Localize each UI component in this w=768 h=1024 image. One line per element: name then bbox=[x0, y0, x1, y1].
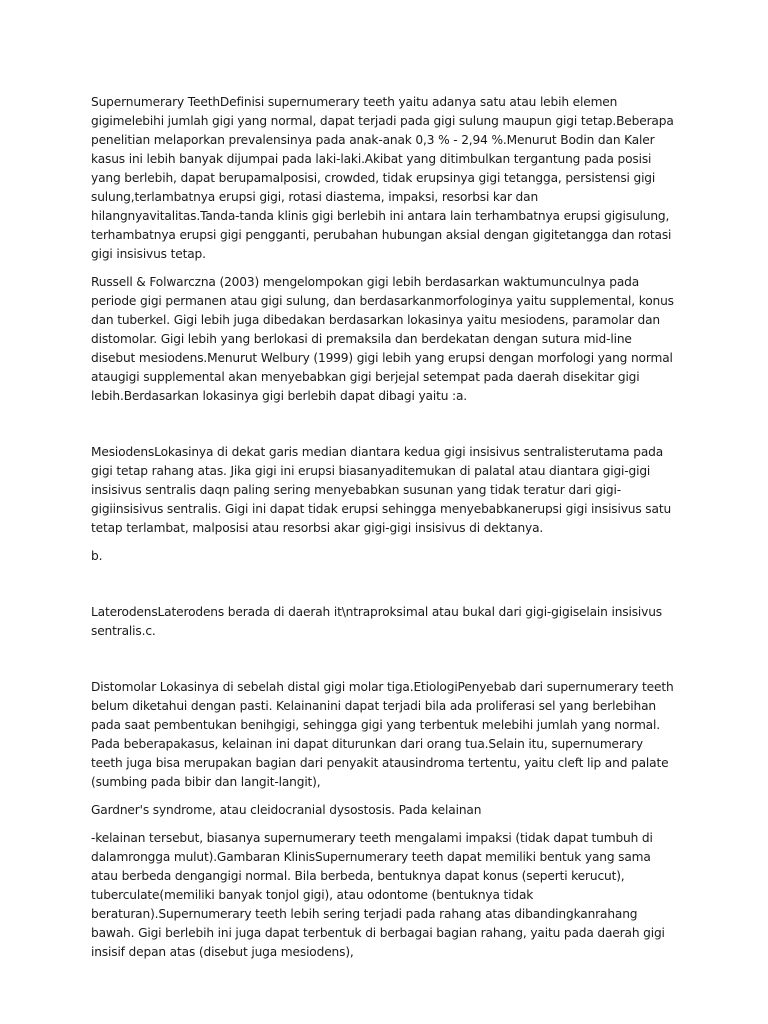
paragraph-distomolar-etiology: Distomolar Lokasinya di sebelah distal gigi molar tiga.EtiologiPenyebab dari supernumerary teeth belum diketahui dengan pasti. Kelainanini dapat terjadi bila ada proliferasi sel yang berlebihan pada saat pembentukan benihgigi, sehingga gigi yang terbentuk melebihi jumlah yang normal. Pada beberapakasus, kelainan ini dapat diturunkan dari orang tua.Selain itu, supernumerary teeth juga bisa merupakan bagian dari penyakit atausindroma tertentu, yaitu cleft lip and palate (sumbing pada bibir dan langit-langit), bbox=[91, 680, 674, 789]
paragraph-laterodens: LaterodensLaterodens berada di daerah it\ntraproksimal atau bukal dari gigi-gigiselain insisivus sentralis.c. bbox=[91, 605, 662, 638]
paragraph-definition: Supernumerary TeethDefinisi supernumerary teeth yaitu adanya satu atau lebih elemen gigimelebihi jumlah gigi yang normal, dapat terjadi pada gigi sulung maupun gigi tetap.Beberapa penelitian melaporkan prevalensinya pada anak-anak 0,3 % - 2,94 %.Menurut Bodin dan Kaler kasus ini lebih banyak dijumpai pada laki-laki.Akibat yang ditimbulkan tergantung pada posisi yang berlebih, dapat berupamalposisi, crowded, tidak erupsinya gigi tetangga, persistensi gigi sulung,terlambatnya erupsi gigi, rotasi diastema, impaksi, resorbsi kar dan hilangnyavitalitas.Tanda-tanda klinis gigi berlebih ini antara lain terhambatnya erupsi gigisulung, terhambatnya erupsi gigi pengganti, perubahan hubungan aksial dengan gigitetangga dan rotasi gigi insisivus tetap. bbox=[91, 95, 674, 261]
paragraph-clinical-features: -kelainan tersebut, biasanya supernumerary teeth mengalami impaksi (tidak dapat tumbuh di dalamrongga mulut).Gambaran KlinisSupernumerary teeth dapat memiliki bentuk yang sama atau berbeda dengangigi normal. Bila berbeda, bentuknya dapat konus (seperti kerucut), tuberculate(memiliki banyak tonjol gigi), atau odontome (bentuknya tidak beraturan).Supernumerary teeth lebih sering terjadi pada rahang atas dibandingkanrahang bawah. Gigi berlebih ini juga dapat terbentuk di berbagai bagian rahang, yaitu pada daerah gigi insisif depan atas (disebut juga mesiodens), bbox=[91, 831, 665, 959]
paragraph-spacer bbox=[91, 575, 676, 603]
document-body bbox=[91, 93, 676, 971]
paragraph-classification: Russell & Folwarczna (2003) mengelompokan gigi lebih berdasarkan waktumunculnya pada periode gigi permanen atau gigi sulung, dan berdasarkanmorfologinya yaitu supplemental, konus dan tuberkel. Gigi lebih juga dibedakan berdasarkan lokasinya yaitu mesiodens, paramolar dan distomolar. Gigi lebih yang berlokasi di premaksila dan berdekatan dengan sutura mid-line disebut mesiodens.Menurut Welbury (1999) gigi lebih yang erupsi dengan morfologi yang normal ataugigi supplemental akan menyebabkan gigi berjejal setempat pada daerah disekitar gigi lebih.Berdasarkan lokasinya gigi berlebih dapat dibagi yaitu :a. bbox=[91, 275, 674, 403]
paragraph-mesiodens: MesiodensLokasinya di dekat garis median diantara kedua gigi insisivus sentralisterutama pada gigi tetap rahang atas. Jika gigi ini erupsi biasanyaditemukan di palatal atau diantara gigi-gigi insisivus sentralis daqn paling sering menyebabkan susunan yang tidak teratur dari gigi-gigiinsisivus sentralis. Gigi ini dapat tidak erupsi sehingga menyebabkanerupsi gigi insisivus satu tetap terlambat, malposisi atau resorbsi akar gigi-gigi insisivus di dektanya. bbox=[91, 445, 672, 535]
paragraph-gardner-syndrome: Gardner's syndrome, atau cleidocranial dysostosis. Pada kelainan bbox=[91, 803, 482, 817]
paragraph-spacer bbox=[91, 650, 676, 678]
paragraph-list-marker-b: b. bbox=[91, 549, 103, 563]
paragraph-spacer bbox=[91, 415, 676, 443]
